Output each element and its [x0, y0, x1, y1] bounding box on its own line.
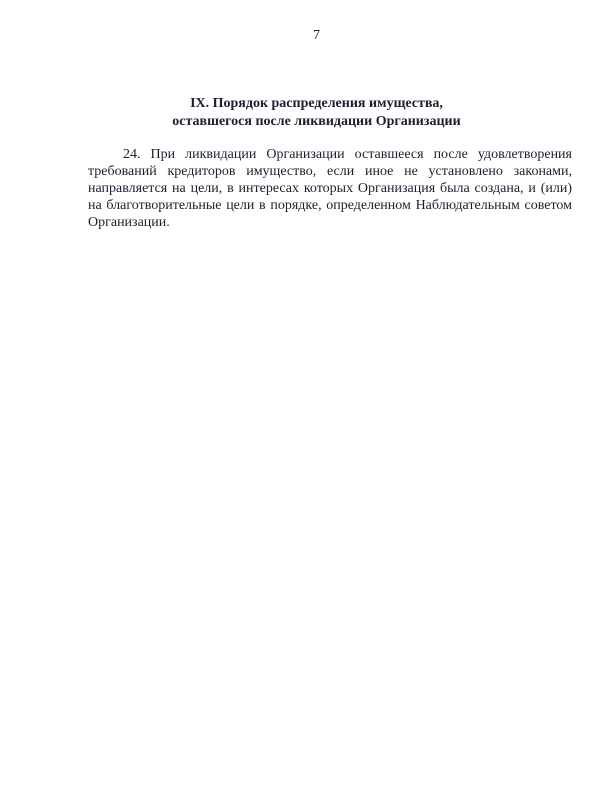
clause-line: на благотворительные цели в порядке, определенном Наблюдательным советом — [88, 198, 572, 213]
clause-number: 24. — [123, 147, 141, 162]
clause-line: требований кредиторов имущество, если иное не установлено законами, — [88, 164, 572, 179]
page-number: 7 — [313, 28, 320, 43]
clause-line — [88, 146, 572, 163]
clause-line: Организации. — [88, 215, 170, 230]
clause-line: направляется на цели, в интересах которых Организация была создана, и (или) — [88, 181, 572, 196]
page-content — [0, 0, 607, 231]
section-heading — [88, 95, 572, 131]
section-heading-line-2: оставшегося после ликвидации Организации — [172, 114, 461, 129]
section-heading-line-1: IX. Порядок распределения имущества, — [190, 96, 443, 111]
clause-line-text: При ликвидации Организации оставшееся после удовлетворения — [150, 147, 572, 162]
clause-paragraph — [88, 146, 572, 231]
